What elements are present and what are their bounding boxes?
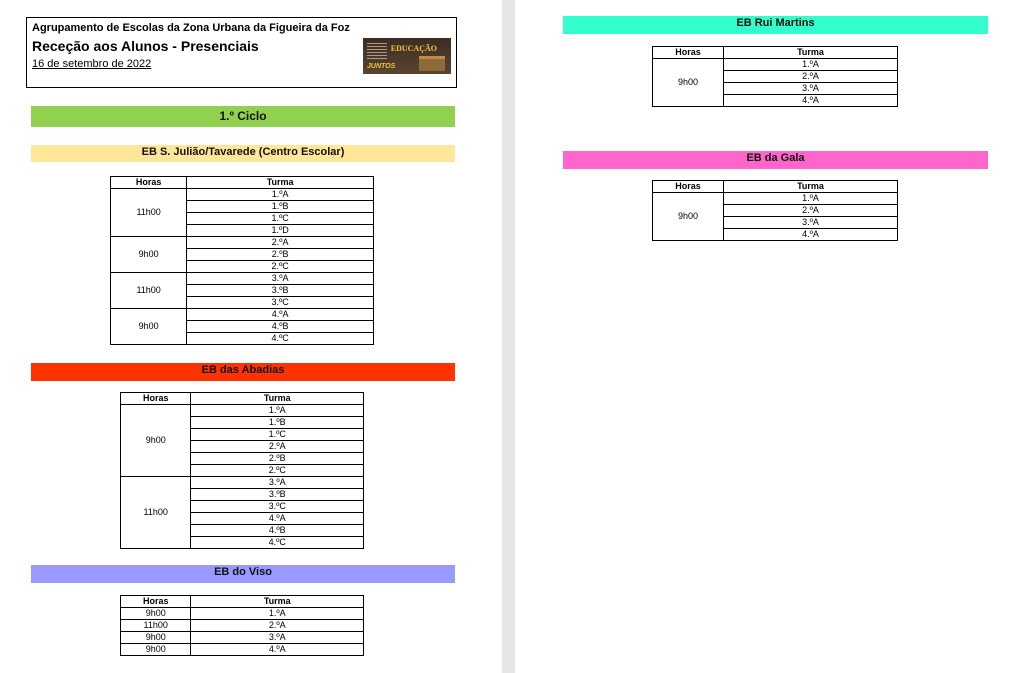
turma-cell: 1.ºA: [724, 193, 898, 205]
school-name-juliao: EB S. Julião/Tavarede (Centro Escolar): [141, 146, 345, 158]
table-row: [111, 309, 374, 321]
turma-cell: 2.ºC: [187, 261, 374, 273]
turma-cell: 4.ºA: [187, 309, 374, 321]
school-name-viso: EB do Viso: [214, 566, 272, 578]
document-page-1: [0, 0, 502, 673]
school-band-gala: [563, 151, 988, 169]
turma-cell: 2.ºA: [187, 237, 374, 249]
hora-cell: 11h00: [111, 273, 187, 309]
turma-cell: 4.ºB: [187, 321, 374, 333]
organization-name: Agrupamento de Escolas da Zona Urbana da Figueira da Foz: [32, 22, 350, 34]
logo-text-educacao: EDUCAÇÃO: [390, 44, 437, 53]
document-header: [26, 17, 457, 88]
column-header-horas: Horas: [653, 47, 724, 59]
turma-cell: 1.ºC: [187, 213, 374, 225]
turma-cell: 1.ºB: [191, 417, 364, 429]
table-row: [111, 189, 374, 201]
turma-cell: 3.ºA: [724, 83, 898, 95]
turma-cell: 1.ºA: [191, 405, 364, 417]
schedule-table-gala: [652, 180, 898, 241]
logo-text-lines: [367, 43, 387, 61]
column-header-horas: Horas: [653, 181, 724, 193]
table-row: [121, 620, 364, 632]
turma-cell: 3.ºA: [191, 632, 364, 644]
school-band-viso: [31, 565, 455, 583]
hora-cell: 9h00: [121, 644, 191, 656]
education-logo: [363, 38, 451, 74]
column-header-horas: Horas: [121, 393, 191, 405]
schedule-table-juliao: [110, 176, 374, 345]
turma-cell: 1.ºA: [187, 189, 374, 201]
school-name-rui-martins: EB Rui Martins: [736, 17, 815, 29]
column-header-turma: Turma: [724, 47, 898, 59]
turma-cell: 4.ºA: [191, 513, 364, 525]
document-date: 16 de setembro de 2022: [32, 58, 152, 70]
turma-cell: 2.ºA: [724, 205, 898, 217]
turma-cell: 1.ºA: [724, 59, 898, 71]
turma-cell: 2.ºA: [724, 71, 898, 83]
table-row: [121, 477, 364, 489]
table-row: [653, 193, 898, 205]
column-header-horas: Horas: [111, 177, 187, 189]
table-row: [111, 273, 374, 285]
table-row: [121, 632, 364, 644]
document-title: Receção aos Alunos - Presenciais: [32, 38, 259, 54]
hora-cell: 9h00: [111, 309, 187, 345]
turma-cell: 4.ºC: [187, 333, 374, 345]
hora-cell: 9h00: [121, 608, 191, 620]
hora-cell: 11h00: [121, 620, 191, 632]
turma-cell: 1.ºA: [191, 608, 364, 620]
table-row: [653, 59, 898, 71]
turma-cell: 2.ºA: [191, 620, 364, 632]
books-icon: [419, 56, 445, 71]
turma-cell: 3.ºA: [191, 477, 364, 489]
turma-cell: 4.ºA: [724, 95, 898, 107]
section-title: 1.º Ciclo: [219, 109, 267, 123]
turma-cell: 4.ºC: [191, 537, 364, 549]
turma-cell: 4.ºA: [724, 229, 898, 241]
column-header-turma: Turma: [191, 596, 364, 608]
turma-cell: 3.ºA: [187, 273, 374, 285]
column-header-turma: Turma: [187, 177, 374, 189]
table-row: [121, 644, 364, 656]
section-band-1-ciclo: [31, 106, 455, 127]
logo-text-juntos: JUNTOS: [367, 63, 396, 70]
school-band-juliao: [31, 145, 455, 162]
school-name-gala: EB da Gala: [746, 152, 805, 164]
turma-cell: 2.ºC: [191, 465, 364, 477]
school-band-rui-martins: [563, 16, 988, 34]
hora-cell: 11h00: [111, 189, 187, 237]
column-header-horas: Horas: [121, 596, 191, 608]
table-row: [121, 405, 364, 417]
column-header-turma: Turma: [191, 393, 364, 405]
hora-cell: 9h00: [111, 237, 187, 273]
turma-cell: 3.ºB: [191, 489, 364, 501]
schedule-table-abadias: [120, 392, 364, 549]
turma-cell: 1.ºB: [187, 201, 374, 213]
hora-cell: 9h00: [121, 405, 191, 477]
document-page-2: [515, 0, 1024, 673]
table-row: [111, 237, 374, 249]
table-row: [121, 608, 364, 620]
turma-cell: 3.ºC: [187, 297, 374, 309]
turma-cell: 2.ºA: [191, 441, 364, 453]
turma-cell: 1.ºD: [187, 225, 374, 237]
turma-cell: 4.ºA: [191, 644, 364, 656]
schedule-table-viso: [120, 595, 364, 656]
schedule-table-rui-martins: [652, 46, 898, 107]
hora-cell: 9h00: [653, 59, 724, 107]
school-name-abadias: EB das Abadias: [201, 364, 285, 376]
turma-cell: 4.ºB: [191, 525, 364, 537]
turma-cell: 2.ºB: [187, 249, 374, 261]
turma-cell: 3.ºC: [191, 501, 364, 513]
turma-cell: 3.ºA: [724, 217, 898, 229]
turma-cell: 1.ºC: [191, 429, 364, 441]
hora-cell: 9h00: [121, 632, 191, 644]
hora-cell: 11h00: [121, 477, 191, 549]
column-header-turma: Turma: [724, 181, 898, 193]
school-band-abadias: [31, 363, 455, 381]
turma-cell: 2.ºB: [191, 453, 364, 465]
hora-cell: 9h00: [653, 193, 724, 241]
turma-cell: 3.ºB: [187, 285, 374, 297]
